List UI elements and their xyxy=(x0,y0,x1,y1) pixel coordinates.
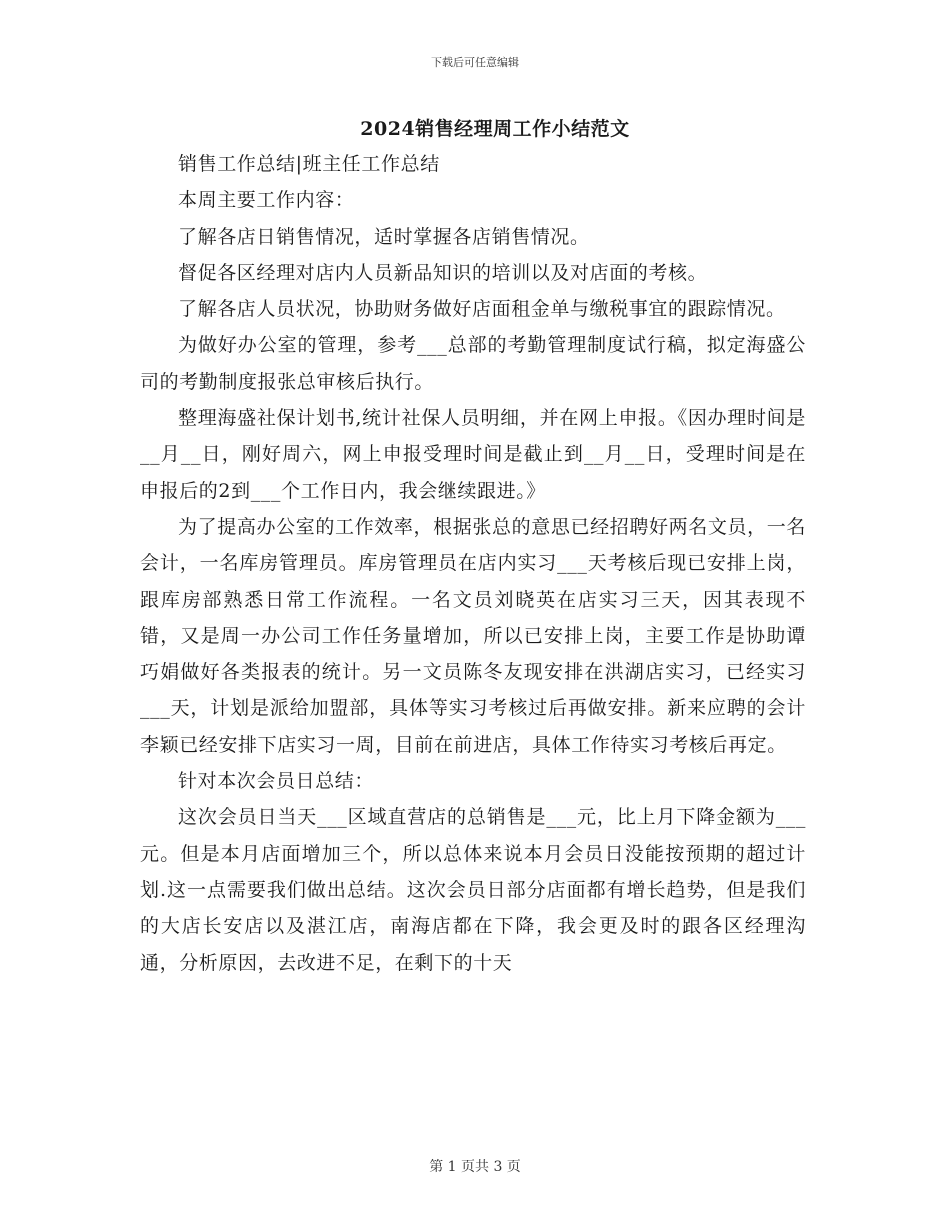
paragraph: 销售工作总结|班主任工作总结 xyxy=(178,153,440,175)
paragraph: 本周主要工作内容： xyxy=(178,189,355,212)
paragraph: 整理海盛社保计划书,统计社保人员明细，并在网上申报。《因办理时间是__月__日，刚好周六，网上申报受理时间是截止到__月__日，受理时间是在申报后的2到___个工作日内，我会继续跟进。》 xyxy=(140,407,806,502)
page-number-footer: 第 1 页共 3 页 xyxy=(429,1159,521,1175)
paragraph: 为做好办公室的管理，参考___总部的考勤管理制度试行稿，拟定海盛公司的考勤制度报张总审核后执行。 xyxy=(140,334,806,393)
paragraph: 了解各店日销售情况，适时掌握各店销售情况。 xyxy=(178,225,590,248)
paragraph: 了解各店人员状况，协助财务做好店面租金单与缴税事宜的跟踪情况。 xyxy=(178,298,786,321)
document-body xyxy=(140,146,806,981)
paragraph: 针对本次会员日总结： xyxy=(178,770,375,793)
paragraph: 督促各区经理对店内人员新品知识的培训以及对店面的考核。 xyxy=(178,261,708,284)
paragraph: 为了提高办公室的工作效率，根据张总的意思已经招聘好两名文员，一名会计，一名库房管理员。库房管理员在店内实习___天考核后现已安排上岗，跟库房部熟悉日常工作流程。一名文员刘晓英在店实习三天，因其表现不错，又是周一办公司工作任务量增加，所以已安排上岗，主要工作是协助谭巧娟做好各类报表的统计。另一文员陈冬友现安排在洪湖店实习，已经实习___天，计划是派给加盟部，具体等实习考核过后再做安排。新来应聘的会计李颖已经安排下店实习一周，目前在前进店，具体工作待实习考核后再定。 xyxy=(140,515,806,756)
document-title: 2024销售经理周工作小结范文 xyxy=(360,118,630,140)
header-note: 下载后可任意编辑 xyxy=(431,56,519,69)
paragraph: 这次会员日当天___区域直营店的总销售是___元，比上月下降金额为___元。但是本月店面增加三个，所以总体来说本月会员日没能按预期的超过计划.这一点需要我们做出总结。这次会员日部分店面都有增长趋势，但是我们的大店长安店以及湛江店，南海店都在下降，我会更及时的跟各区经理沟通，分析原因，去改进不足，在剩下的十天 xyxy=(140,806,806,974)
